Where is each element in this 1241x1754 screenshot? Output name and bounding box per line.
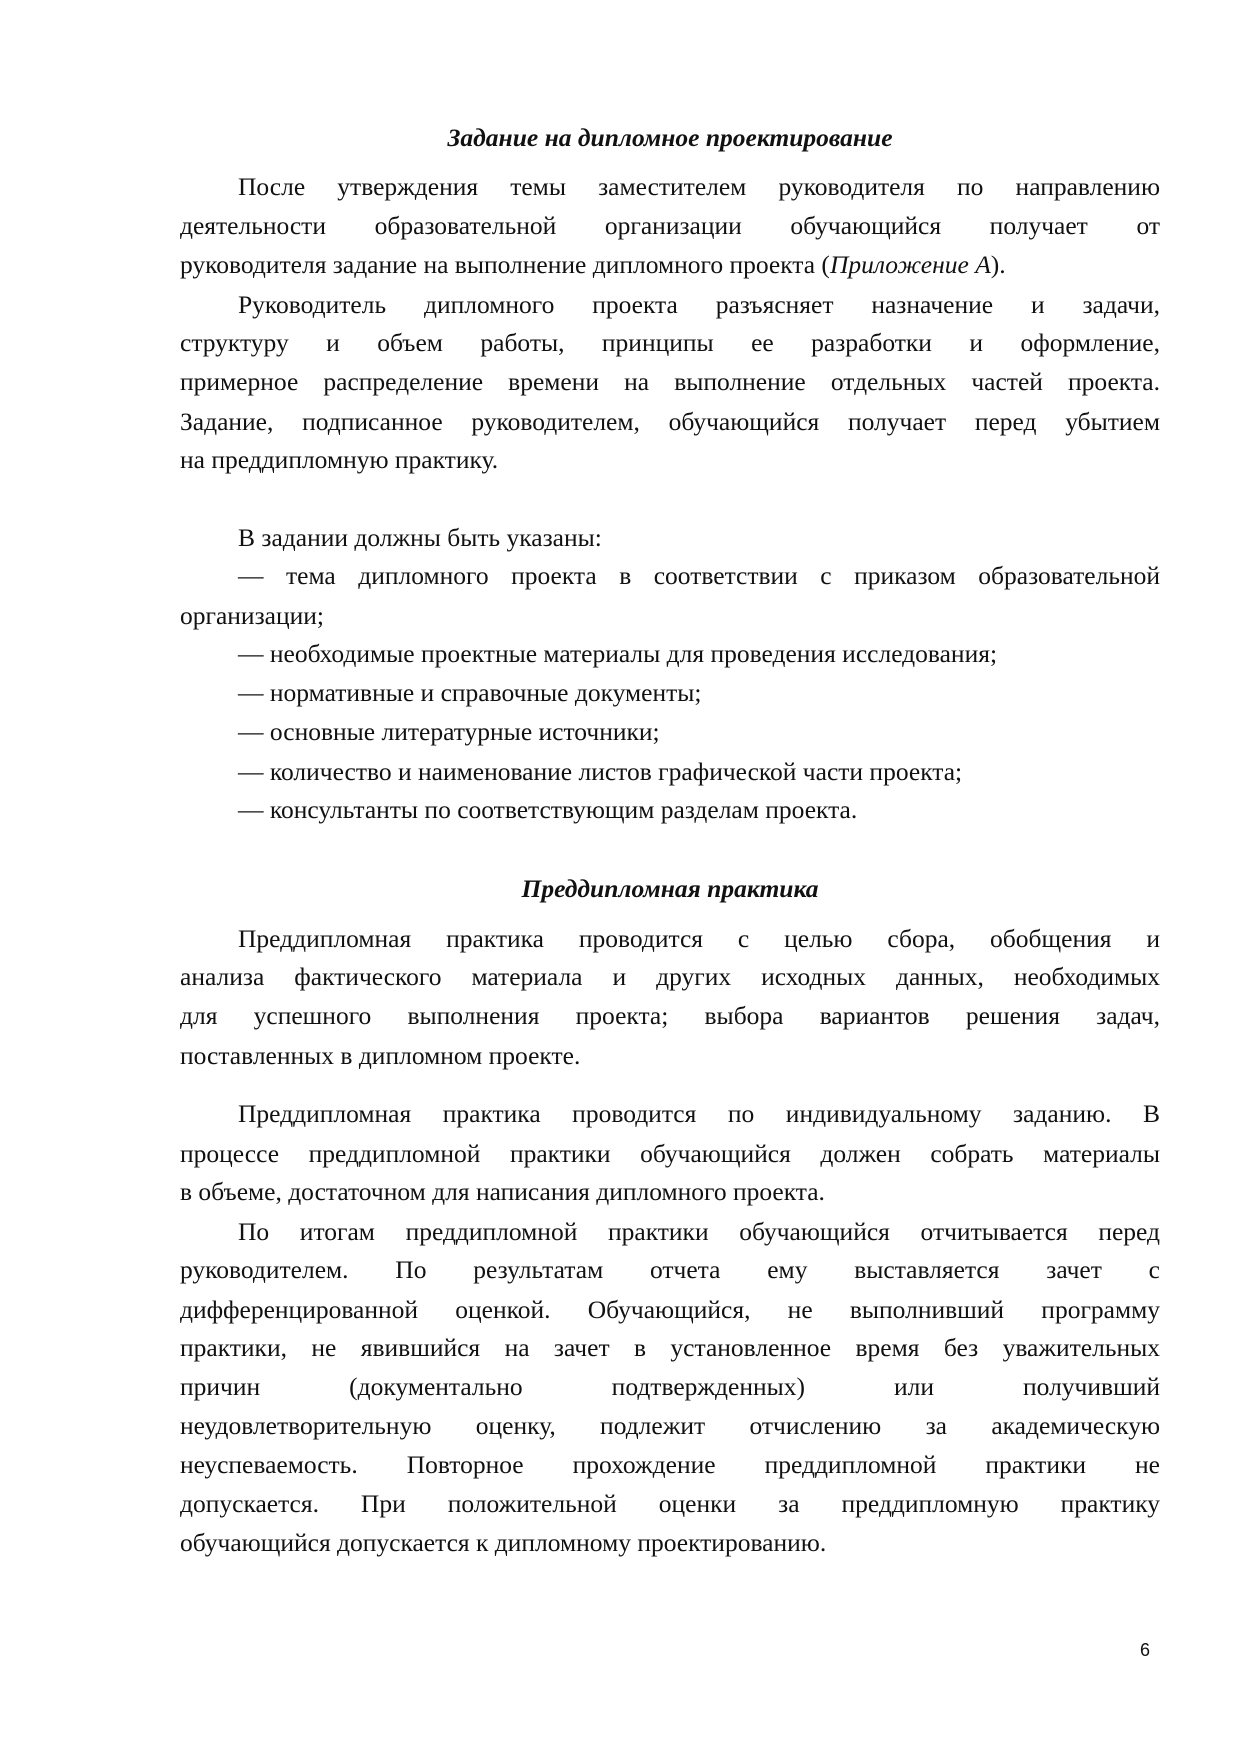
paragraph-line: Руководитель дипломного проекта разъясняет назначение и задачи, bbox=[238, 290, 1160, 319]
paragraph-line: анализа фактического материала и других исходных данных, необходимых bbox=[180, 962, 1160, 991]
paragraph-line bbox=[180, 245, 1160, 284]
paragraph-line: неудовлетворительную оценку, подлежит отчислению за академическую bbox=[180, 1411, 1160, 1440]
list-item: — количество и наименование листов графической части проекта; bbox=[238, 757, 963, 786]
paragraph-line: допускается. При положительной оценки за преддипломную практику bbox=[180, 1489, 1160, 1518]
paragraph-line: практики, не явившийся на зачет в установленное время без уважительных bbox=[180, 1333, 1160, 1362]
paragraph-line: После утверждения темы заместителем руководителя по направлению bbox=[238, 172, 1160, 201]
text: руководителя задание на выполнение дипломного проекта ( bbox=[180, 250, 830, 279]
list-item: — консультанты по соответствующим разделам проекта. bbox=[238, 795, 858, 824]
paragraph-line: Задание, подписанное руководителем, обучающийся получает перед убытием bbox=[180, 407, 1160, 436]
paragraph-line: примерное распределение времени на выполнение отдельных частей проекта. bbox=[180, 367, 1160, 396]
list-intro: В задании должны быть указаны: bbox=[238, 523, 602, 552]
paragraph-line: По итогам преддипломной практики обучающийся отчитывается перед bbox=[238, 1217, 1160, 1246]
paragraph-line: руководителем. По результатам отчета ему выставляется зачет с bbox=[180, 1255, 1160, 1284]
paragraph-line: для успешного выполнения проекта; выбора вариантов решения задач, bbox=[180, 1001, 1160, 1030]
list-item: — нормативные и справочные документы; bbox=[238, 678, 702, 707]
paragraph-line: причин (документально подтвержденных) или получивший bbox=[180, 1372, 1160, 1401]
paragraph-line: Преддипломная практика проводится с целью сбора, обобщения и bbox=[238, 924, 1160, 953]
paragraph-line: на преддипломную практику. bbox=[180, 445, 499, 474]
paragraph-line: процессе преддипломной практики обучающийся должен собрать материалы bbox=[180, 1139, 1160, 1168]
paragraph-line: неуспеваемость. Повторное прохождение преддипломной практики не bbox=[180, 1450, 1160, 1479]
paragraph-line: Преддипломная практика проводится по индивидуальному заданию. В bbox=[238, 1099, 1160, 1128]
paragraph-line: деятельности образовательной организации обучающийся получает от bbox=[180, 211, 1160, 240]
paragraph-line: дифференцированной оценкой. Обучающийся, не выполнивший программу bbox=[180, 1295, 1160, 1324]
page-number: 6 bbox=[1140, 1640, 1151, 1660]
list-item: — основные литературные источники; bbox=[238, 717, 660, 746]
section-heading-assignment: Задание на дипломное проектирование bbox=[447, 123, 893, 152]
appendix-reference: Приложение А bbox=[829, 250, 991, 279]
paragraph-line: обучающийся допускается к дипломному проектированию. bbox=[180, 1528, 827, 1557]
section-heading-practice: Преддипломная практика bbox=[521, 874, 819, 903]
paragraph-line: поставленных в дипломном проекте. bbox=[180, 1041, 581, 1070]
list-item: — тема дипломного проекта в соответствии с приказом образовательной bbox=[238, 561, 1160, 590]
list-item: — необходимые проектные материалы для проведения исследования; bbox=[238, 639, 998, 668]
paragraph-line: в объеме, достаточном для написания дипломного проекта. bbox=[180, 1177, 825, 1206]
list-item: организации; bbox=[180, 601, 324, 630]
paragraph-line: структуру и объем работы, принципы ее разработки и оформление, bbox=[180, 328, 1160, 357]
text: ). bbox=[990, 250, 1006, 279]
